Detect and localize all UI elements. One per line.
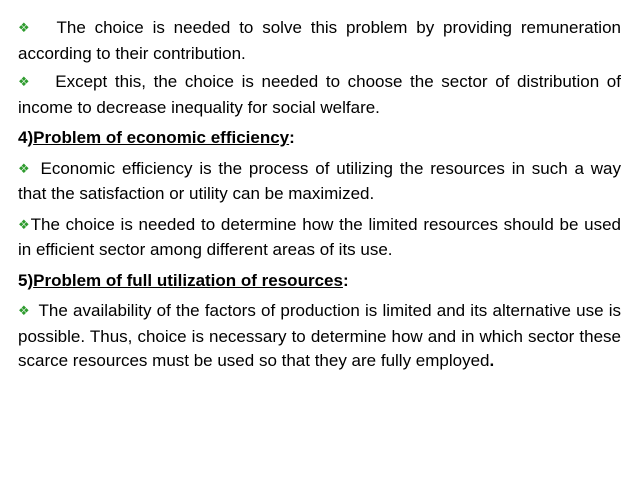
heading-number: 5) bbox=[18, 270, 34, 290]
heading-full-utilization bbox=[18, 269, 621, 294]
paragraph-text: The choice is needed to solve this problem by providing remuneration according to their contribution. bbox=[18, 18, 621, 63]
bullet-paragraph-efficiency-definition bbox=[18, 157, 621, 207]
bullet-paragraph-remuneration bbox=[18, 16, 621, 66]
diamond-bullet-icon: ❖ bbox=[18, 217, 30, 233]
bullet-paragraph-distribution bbox=[18, 70, 621, 120]
slide-content bbox=[18, 16, 621, 380]
diamond-bullet-icon: ❖ bbox=[18, 304, 30, 319]
paragraph-text: The choice is needed to determine how the limited resources should be used in efficient sector among different areas of its use. bbox=[18, 214, 621, 259]
paragraph-end-period: . bbox=[489, 351, 495, 370]
bullet-paragraph-limited-resources bbox=[18, 213, 621, 263]
heading-number: 4) bbox=[18, 128, 34, 147]
paragraph-text: The availability of the factors of production is limited and its alternative use is possible. Thus, choice is necessary to determine how and in which sector these scarce resources must be used so that they are fully employed bbox=[18, 301, 621, 370]
paragraph-text: Economic efficiency is the process of utilizing the resources in such a way that the satisfaction or utility can be maximized. bbox=[18, 158, 621, 203]
diamond-bullet-icon: ❖ bbox=[18, 75, 30, 90]
paragraph-text: Except this, the choice is needed to choose the sector of distribution of income to decrease inequality for social welfare. bbox=[18, 72, 621, 117]
heading-title: Problem of full utilization of resources bbox=[33, 270, 343, 290]
diamond-bullet-icon: ❖ bbox=[18, 161, 30, 177]
bullet-paragraph-factors-of-production bbox=[18, 299, 621, 374]
heading-colon: : bbox=[342, 270, 349, 290]
heading-title: Problem of economic efficiency bbox=[33, 128, 290, 147]
heading-colon: : bbox=[289, 128, 295, 147]
diamond-bullet-icon: ❖ bbox=[18, 21, 30, 36]
heading-economic-efficiency bbox=[18, 126, 621, 151]
